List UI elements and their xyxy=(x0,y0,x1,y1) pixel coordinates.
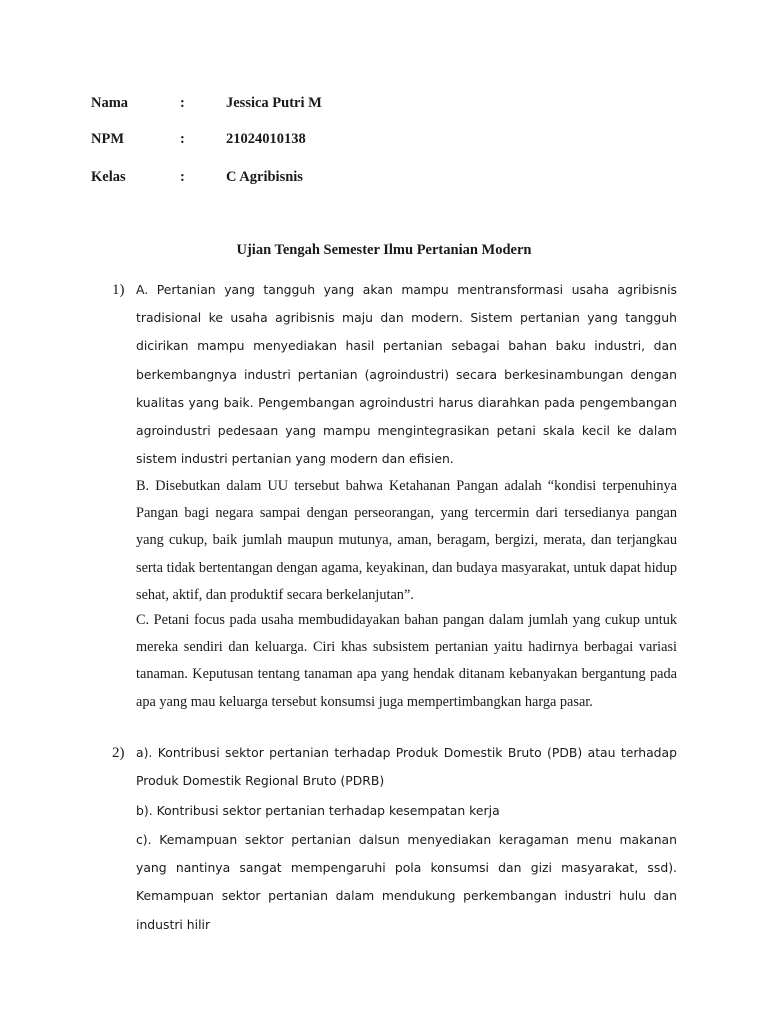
question-number: 1) xyxy=(112,282,125,298)
answer-2b: b). Kontribusi sektor pertanian terhadap kesempatan kerja xyxy=(136,803,500,818)
answer-2c: c). Kemampuan sektor pertanian dalsun menyediakan keragaman menu makanan yang nantinya sangat mempengaruhi pola konsumsi dan gizi masyarakat, ssd). Kemampuan sektor pertanian dalam mendukung perkembangan industri hulu dan industri hilir xyxy=(136,832,677,932)
exam-title: Ujian Tengah Semester Ilmu Pertanian Modern xyxy=(236,242,532,258)
info-value: 21024010138 xyxy=(226,131,306,147)
info-label: NPM xyxy=(91,131,125,147)
answer-2a: a). Kontribusi sektor pertanian terhadap Produk Domestik Bruto (PDB) atau terhadap Produk Domestik Regional Bruto (PDRB) xyxy=(136,745,677,789)
info-colon: : xyxy=(180,95,185,111)
info-label: Kelas xyxy=(91,169,126,185)
answer-1a: A. Pertanian yang tangguh yang akan mampu mentransformasi usaha agribisnis tradisional ke usaha agribisnis maju dan modern. Sistem pertanian yang tangguh dicirikan mampu menyediakan hasil pertanian sebagai bahan baku industri, dan berkembangnya industri pertanian (agroindustri) secara berkesinambungan dengan kualitas yang baik. Pengembangan agroindustri harus diarahkan pada pengembangan agroindustri pedesaan yang mampu mengintegrasikan petani skala kecil ke dalam sistem industri pertanian yang modern dan efisien. xyxy=(136,282,677,467)
question-number: 2) xyxy=(112,745,125,761)
info-colon: : xyxy=(180,131,185,147)
answer-1c: C. Petani focus pada usaha membudidayakan bahan pangan dalam jumlah yang cukup untuk mereka sendiri dan keluarga. Ciri khas subsistem pertanian yaitu hadirnya berbagai variasi tanaman. Keputusan tentang tanaman apa yang hendak ditanam kebanyakan bergantung pada apa yang mau keluarga tersebut konsumsi juga mempertimbangkan harga pasar. xyxy=(136,612,677,710)
answer-1b: B. Disebutkan dalam UU tersebut bahwa Ketahanan Pangan adalah “kondisi terpenuhinya Pangan bagi negara sampai dengan perseorangan, yang tercermin dari tersedianya pangan yang cukup, baik jumlah maupun mutunya, aman, beragam, bergizi, merata, dan terjangkau serta tidak bertentangan dengan agama, keyakinan, dan budaya masyarakat, untuk dapat hidup sehat, aktif, dan produktif secara berkelanjutan”. xyxy=(136,478,677,603)
info-colon: : xyxy=(180,169,185,185)
info-value: Jessica Putri M xyxy=(226,95,322,111)
info-value: C Agribisnis xyxy=(226,169,303,185)
info-label: Nama xyxy=(91,95,129,111)
